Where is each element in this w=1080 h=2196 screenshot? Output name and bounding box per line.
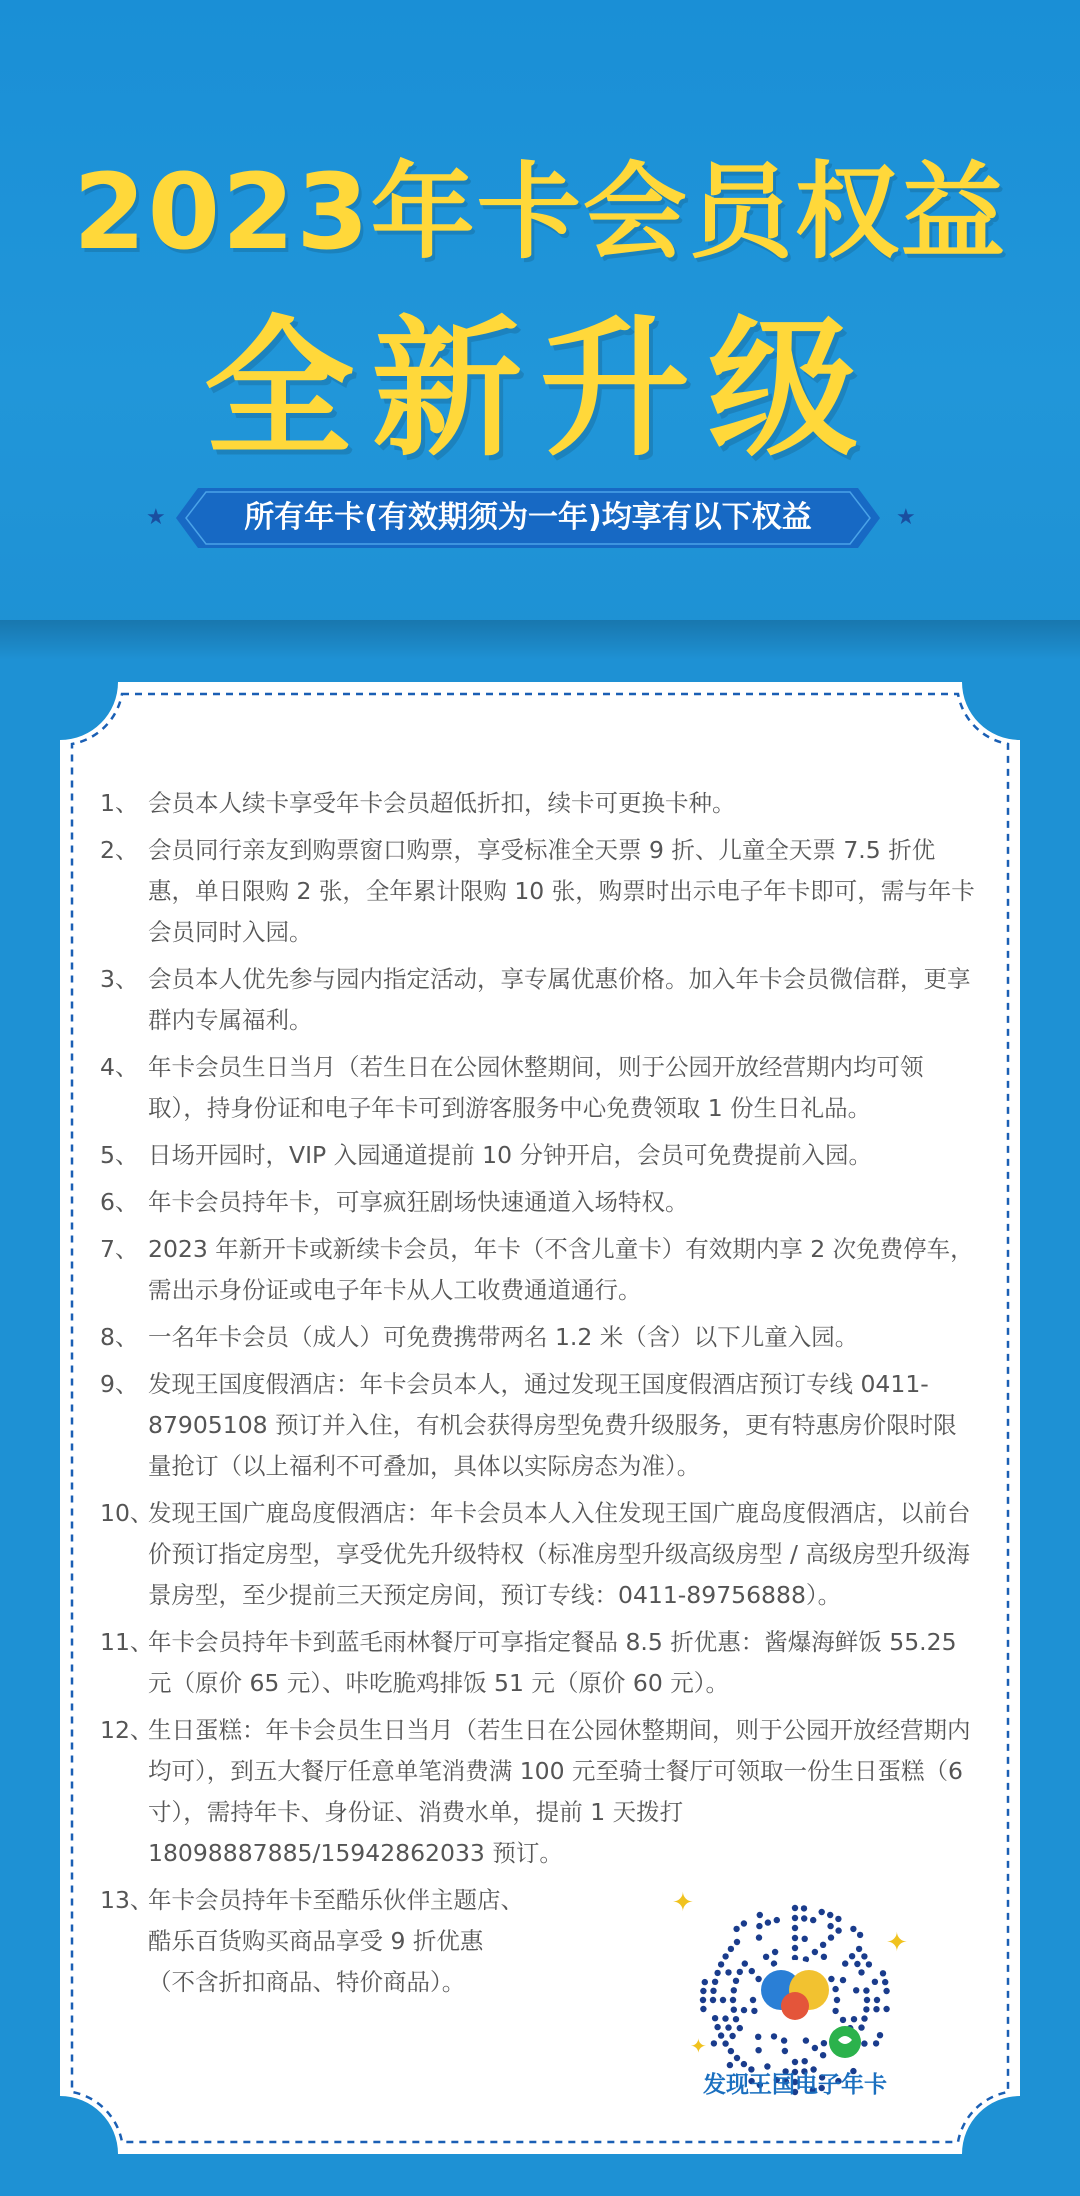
sparkle-icon: ✦ bbox=[690, 2034, 707, 2058]
list-item: 6、 年卡会员持年卡，可享疯狂剧场快速通道入场特权。 bbox=[100, 1188, 689, 1216]
list-item: 3、 会员本人优先参与园内指定活动，享专属优惠价格。加入年卡会员微信群，更享群内专属福利。 bbox=[100, 965, 971, 1034]
list-item: 11、 年卡会员持年卡到蓝毛雨林餐厅可享指定餐品 8.5 折优惠：酱爆海鲜饭 55.25 元（原价 65 元）、咔吃脆鸡排饭 51 元（原价 60 元）。 bbox=[100, 1628, 957, 1697]
star-icon: ★ bbox=[896, 505, 916, 530]
subtitle-text: 所有年卡(有效期须为一年)均享有以下权益 bbox=[244, 500, 812, 535]
list-item: 1、 会员本人续卡享受年卡会员超低折扣，续卡可更换卡种。 bbox=[100, 789, 736, 817]
list-item: 10、 发现王国广鹿岛度假酒店：年卡会员本人入住发现王国广鹿岛度假酒店，以前台价预订指定房型，享受优先升级特权（标准房型升级高级房型 / 高级房型升级海景房型，至少提前三天预定房间，预订专线：0411-89756888）。 bbox=[100, 1499, 971, 1609]
title-line1: 2023年卡会员权益 bbox=[73, 151, 1007, 273]
qr-label: 发现王国电子年卡 bbox=[703, 2072, 887, 2098]
benefits-list bbox=[100, 783, 980, 2009]
list-item: 12、 生日蛋糕：年卡会员生日当月（若生日在公园休整期间，则于公园开放经营期内均可），到五大餐厅任意单笔消费满 100 元至骑士餐厅可领取一份生日蛋糕（6 寸），需持年卡、身份证、消费水单，提前 1 天拨打 18098887885/15942862033 预订。 bbox=[100, 1716, 971, 1867]
list-item: 13、 年卡会员持年卡至酷乐伙伴主题店、 酷乐百货购买商品享受 9 折优惠 （不含折扣商品、特价商品）。 bbox=[100, 1886, 524, 1996]
list-item: 7、 2023 年新开卡或新续卡会员，年卡（不含儿童卡）有效期内享 2 次免费停车，需出示身份证或电子年卡从人工收费通道通行。 bbox=[100, 1235, 974, 1304]
sparkle-icon: ✦ bbox=[886, 1928, 908, 1958]
list-item: 4、 年卡会员生日当月（若生日在公园休整期间，则于公园开放经营期内均可领取），持身份证和电子年卡可到游客服务中心免费领取 1 份生日礼品。 bbox=[100, 1053, 924, 1122]
list-item: 2、 会员同行亲友到购票窗口购票，享受标准全天票 9 折、儿童全天票 7.5 折优惠，单日限购 2 张，全年累计限购 10 张，购票时出示电子年卡即可，需与年卡会员同时入园。 bbox=[100, 836, 975, 946]
list-item: 5、 日场开园时，VIP 入园通道提前 10 分钟开启，会员可免费提前入园。 bbox=[100, 1141, 872, 1169]
sparkle-icon: ✦ bbox=[672, 1888, 694, 1918]
star-icon: ★ bbox=[146, 505, 166, 530]
title-line2: 全新升级 bbox=[203, 303, 876, 477]
list-item: 8、 一名年卡会员（成人）可免费携带两名 1.2 米（含）以下儿童入园。 bbox=[100, 1323, 859, 1351]
list-item: 9、 发现王国度假酒店：年卡会员本人，通过发现王国度假酒店预订专线 0411-87905108 预订并入住，有机会获得房型免费升级服务，更有特惠房价限时限量抢订（以上福利不可叠加，具体以实际房态为准）。 bbox=[100, 1370, 957, 1480]
